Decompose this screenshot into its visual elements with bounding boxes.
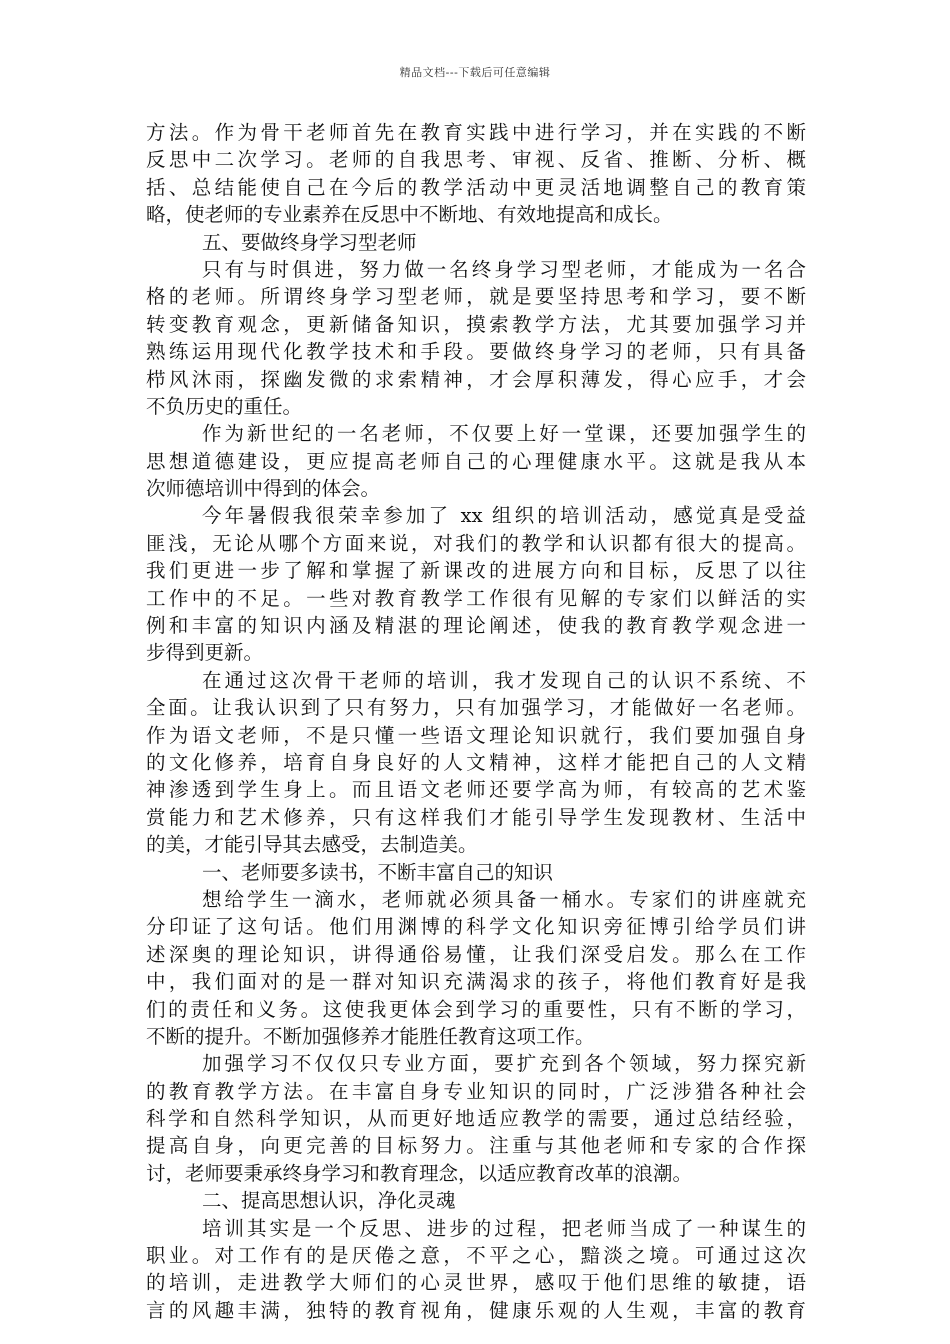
paragraph-end-line: 次师德培训中得到的体会。 bbox=[146, 477, 381, 501]
text-line: 的文化修养，培育自身良好的人文精神，这样才能把自己的人文精 bbox=[146, 750, 806, 774]
text-line: 言的风趣丰满，独特的教育视角，健康乐观的人生观，丰富的教育 bbox=[146, 1298, 806, 1322]
text-line: 今年暑假我很荣幸参加了 xx 组织的培训活动，感觉真是受益 bbox=[202, 504, 806, 528]
text-line: 作为语文老师，不是只懂一些语文理论知识就行，我们要加强自身 bbox=[146, 723, 806, 747]
text-line: 提高自身，向更完善的目标努力。注重与其他老师和专家的合作探 bbox=[146, 1134, 806, 1158]
text-line: 熟练运用现代化教学技术和手段。要做终身学习的老师，只有具备 bbox=[146, 340, 806, 364]
text-line: 只有与时俱进，努力做一名终身学习型老师，才能成为一名合 bbox=[202, 257, 806, 281]
text-line: 全面。让我认识到了只有努力，只有加强学习，才能做好一名老师。 bbox=[146, 696, 806, 720]
text-line: 加强学习不仅仅只专业方面，要扩充到各个领域，努力探究新 bbox=[202, 1052, 806, 1076]
paragraph-end-line: 的美，才能引导其去感受，去制造美。 bbox=[146, 833, 478, 857]
text-line: 工作中的不足。一些对教育教学工作很有见解的专家们以鲜活的实 bbox=[146, 586, 806, 610]
text-line: 赏能力和艺术修养，只有这样我们才能引导学生发现教材、生活中 bbox=[146, 805, 806, 829]
text-line: 培训其实是一个反思、进步的过程，把老师当成了一种谋生的 bbox=[202, 1216, 806, 1240]
text-line: 的培训，走进教学大师们的心灵世界，感叹于他们思维的敏捷，语 bbox=[146, 1271, 806, 1295]
text-line: 括、总结能使自己在今后的教学活动中更灵活地调整自己的教育策 bbox=[146, 175, 806, 199]
text-line: 例和丰富的知识内涵及精湛的理论阐述，使我的教育教学观念进一 bbox=[146, 614, 806, 638]
text-line: 职业。对工作有的是厌倦之意，不平之心，黯淡之境。可通过这次 bbox=[146, 1244, 806, 1268]
paragraph-end-line: 步得到更新。 bbox=[146, 641, 264, 665]
text-line: 反思中二次学习。老师的自我思考、审视、反省、推断、分析、概 bbox=[146, 148, 806, 172]
text-line: 格的老师。所谓终身学习型老师，就是要坚持思考和学习，要不断 bbox=[146, 285, 806, 309]
text-line: 述深奥的理论知识，讲得通俗易懂，让我们深受启发。那么在工作 bbox=[146, 942, 806, 966]
paragraph-end-line: 二、提高思想认识，净化灵魂 bbox=[202, 1189, 456, 1213]
text-line: 们的责任和义务。这使我更体会到学习的重要性，只有不断的学习， bbox=[146, 997, 806, 1021]
text-line: 科学和自然科学知识，从而更好地适应教学的需要，通过总结经验， bbox=[146, 1107, 806, 1131]
text-line: 神渗透到学生身上。而且语文老师还要学高为师，有较高的艺术鉴 bbox=[146, 778, 806, 802]
text-line: 匪浅，无论从哪个方面来说，对我们的教学和认识都有很大的提高。 bbox=[146, 531, 806, 555]
text-line: 的教育教学方法。在丰富自身专业知识的同时，广泛涉猎各种社会 bbox=[146, 1079, 806, 1103]
paragraph-end-line: 一、老师要多读书，不断丰富自己的知识 bbox=[202, 860, 554, 884]
paragraph-end-line: 不负历史的重任。 bbox=[146, 394, 303, 418]
paragraph-end-line: 不断的提升。不断加强修养才能胜任教育这项工作。 bbox=[146, 1024, 595, 1048]
text-line: 我们更进一步了解和掌握了新课改的进展方向和目标，反思了以往 bbox=[146, 559, 806, 583]
text-line: 想给学生一滴水，老师就必须具备一桶水。专家们的讲座就充 bbox=[202, 887, 806, 911]
paragraph-end-line: 讨，老师要秉承终身学习和教育理念，以适应教育改革的浪潮。 bbox=[146, 1161, 693, 1185]
text-line: 在通过这次骨干老师的培训，我才发现自己的认识不系统、不 bbox=[202, 668, 806, 692]
paragraph-end-line: 略，使老师的专业素养在反思中不断地、有效地提高和成长。 bbox=[146, 203, 673, 227]
text-line: 思想道德建设，更应提高老师自己的心理健康水平。这就是我从本 bbox=[146, 449, 806, 473]
text-line: 栉风沐雨，探幽发微的求索精神，才会厚积薄发，得心应手，才会 bbox=[146, 367, 806, 391]
page-header: 精品文档---下载后可任意编辑 bbox=[399, 66, 551, 79]
paragraph-end-line: 五、要做终身学习型老师 bbox=[202, 230, 417, 254]
text-line: 分印证了这句话。他们用渊博的科学文化知识旁征博引给学员们讲 bbox=[146, 915, 806, 939]
text-line: 中，我们面对的是一群对知识充满渴求的孩子，将他们教育好是我 bbox=[146, 970, 806, 994]
text-line: 转变教育观念，更新储备知识，摸索教学方法，尤其要加强学习并 bbox=[146, 312, 806, 336]
text-line: 作为新世纪的一名老师，不仅要上好一堂课，还要加强学生的 bbox=[202, 422, 806, 446]
text-line: 方法。作为骨干老师首先在教育实践中进行学习，并在实践的不断 bbox=[146, 121, 806, 144]
document-body bbox=[146, 119, 806, 1324]
